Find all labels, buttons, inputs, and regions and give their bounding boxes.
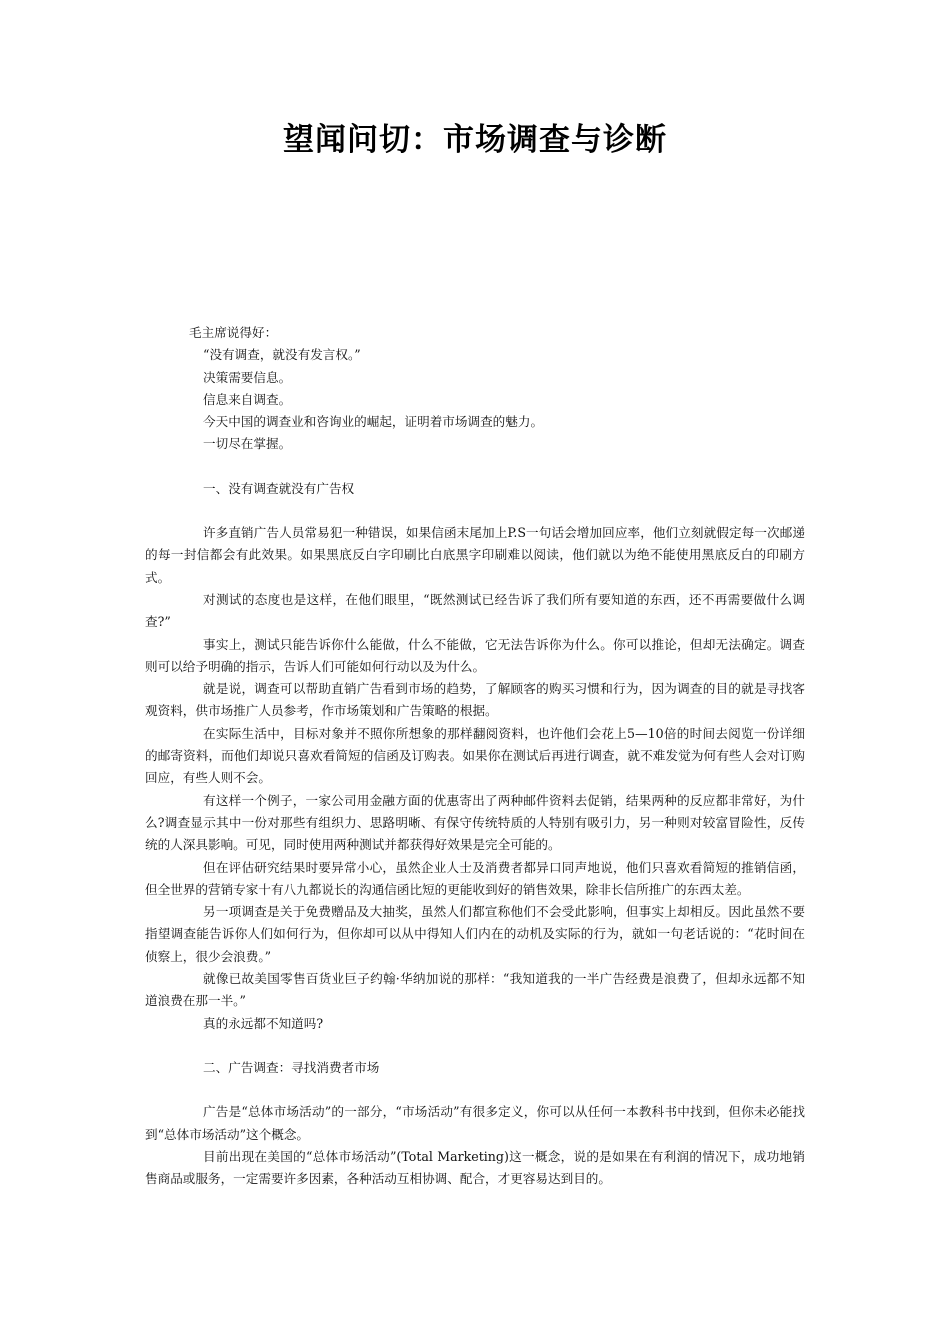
paragraph: 另一项调查是关于免费赠品及大抽奖，虽然人们都宣称他们不会受此影响，但事实上却相反。因此虽然不要指望调查能告诉你人们如何行为，但你却可以从中得知人们内在的动机及实际的行为，就如一句老话说的：“花时间在侦察上，很少会浪费。”	[145, 904, 805, 964]
paragraph: 广告是“总体市场活动”的一部分，“市场活动”有很多定义，你可以从任何一本教科书中找到，但你未必能找到“总体市场活动”这个概念。	[145, 1104, 805, 1142]
paragraph: 许多直销广告人员常易犯一种错误，如果信函末尾加上P.S一句话会增加回应率，他们立刻就假定每一次邮递的每一封信都会有此效果。如果黑底反白字印刷比白底黑字印刷难以阅读，他们就以为绝不能使用黑底反白的印刷方式。	[145, 525, 805, 585]
paragraph: 事实上，测试只能告诉你什么能做，什么不能做，它无法告诉你为什么。你可以推论，但却无法确定。调查则可以给予明确的指示，告诉人们可能如何行动以及为什么。	[145, 636, 805, 674]
section-heading: 二、广告调查：寻找消费者市场	[203, 1059, 380, 1075]
paragraph: 对测试的态度也是这样，在他们眼里，“既然测试已经告诉了我们所有要知道的东西，还不再需要做什么调查?”	[145, 591, 805, 630]
paragraph: 就像已故美国零售百货业巨子约翰·华纳加说的那样：“我知道我的一半广告经费是浪费了，但却永远都不知道浪费在那一半。”	[145, 971, 805, 1009]
paragraph: 有这样一个例子，一家公司用金融方面的优惠寄出了两种邮件资料去促销，结果两种的反应都非常好，为什么?调查显示其中一份对那些有组织力、思路明晰、有保守传统特质的人特别有吸引力，另一种则对较富冒险性，反传统的人深具影响。可见，同时使用两种测试并都获得好效果是完全可能的。	[145, 792, 805, 853]
intro-line: 决策需要信息。	[203, 369, 292, 385]
paragraph: 目前出现在美国的“总体市场活动”(Total Marketing)这一概念，说的是如果在有利润的情况下，成功地销售商品或服务，一定需要许多因素，各种活动互相协调、配合，才更容易达到目的。	[145, 1148, 805, 1187]
paragraph: 但在评估研究结果时要异常小心，虽然企业人士及消费者都异口同声地说，他们只喜欢看简短的推销信函，但全世界的营销专家十有八九都说长的沟通信函比短的更能收到好的销售效果，除非长信所推广的东西太差。	[145, 859, 805, 897]
document-body	[145, 322, 805, 1190]
intro-line: 毛主席说得好：	[189, 325, 278, 340]
intro-line: 信息来自调查。	[203, 391, 292, 407]
paragraph: 在实际生活中，目标对象并不照你所想象的那样翻阅资料，也许他们会花上5—10倍的时间去阅览一份详细的邮寄资料，而他们却说只喜欢看简短的信函及订购表。如果你在测试后再进行调查，就不难发觉为何有些人会对订购回应，有些人则不会。	[145, 725, 805, 786]
intro-line: 今天中国的调查业和咨询业的崛起，证明着市场调查的魅力。	[203, 414, 544, 430]
intro-line: 一切尽在掌握。	[203, 436, 292, 452]
document-title: 望闻问切：市场调查与诊断	[283, 122, 667, 158]
paragraph: 真的永远都不知道吗?	[203, 1015, 324, 1031]
section-heading: 一、没有调查就没有广告权	[203, 480, 355, 496]
paragraph: 就是说，调查可以帮助直销广告看到市场的趋势，了解顾客的购买习惯和行为，因为调查的目的就是寻找客观资料，供市场推广人员参考，作市场策划和广告策略的根据。	[145, 681, 805, 719]
intro-line: “没有调查，就没有发言权。”	[203, 347, 361, 363]
